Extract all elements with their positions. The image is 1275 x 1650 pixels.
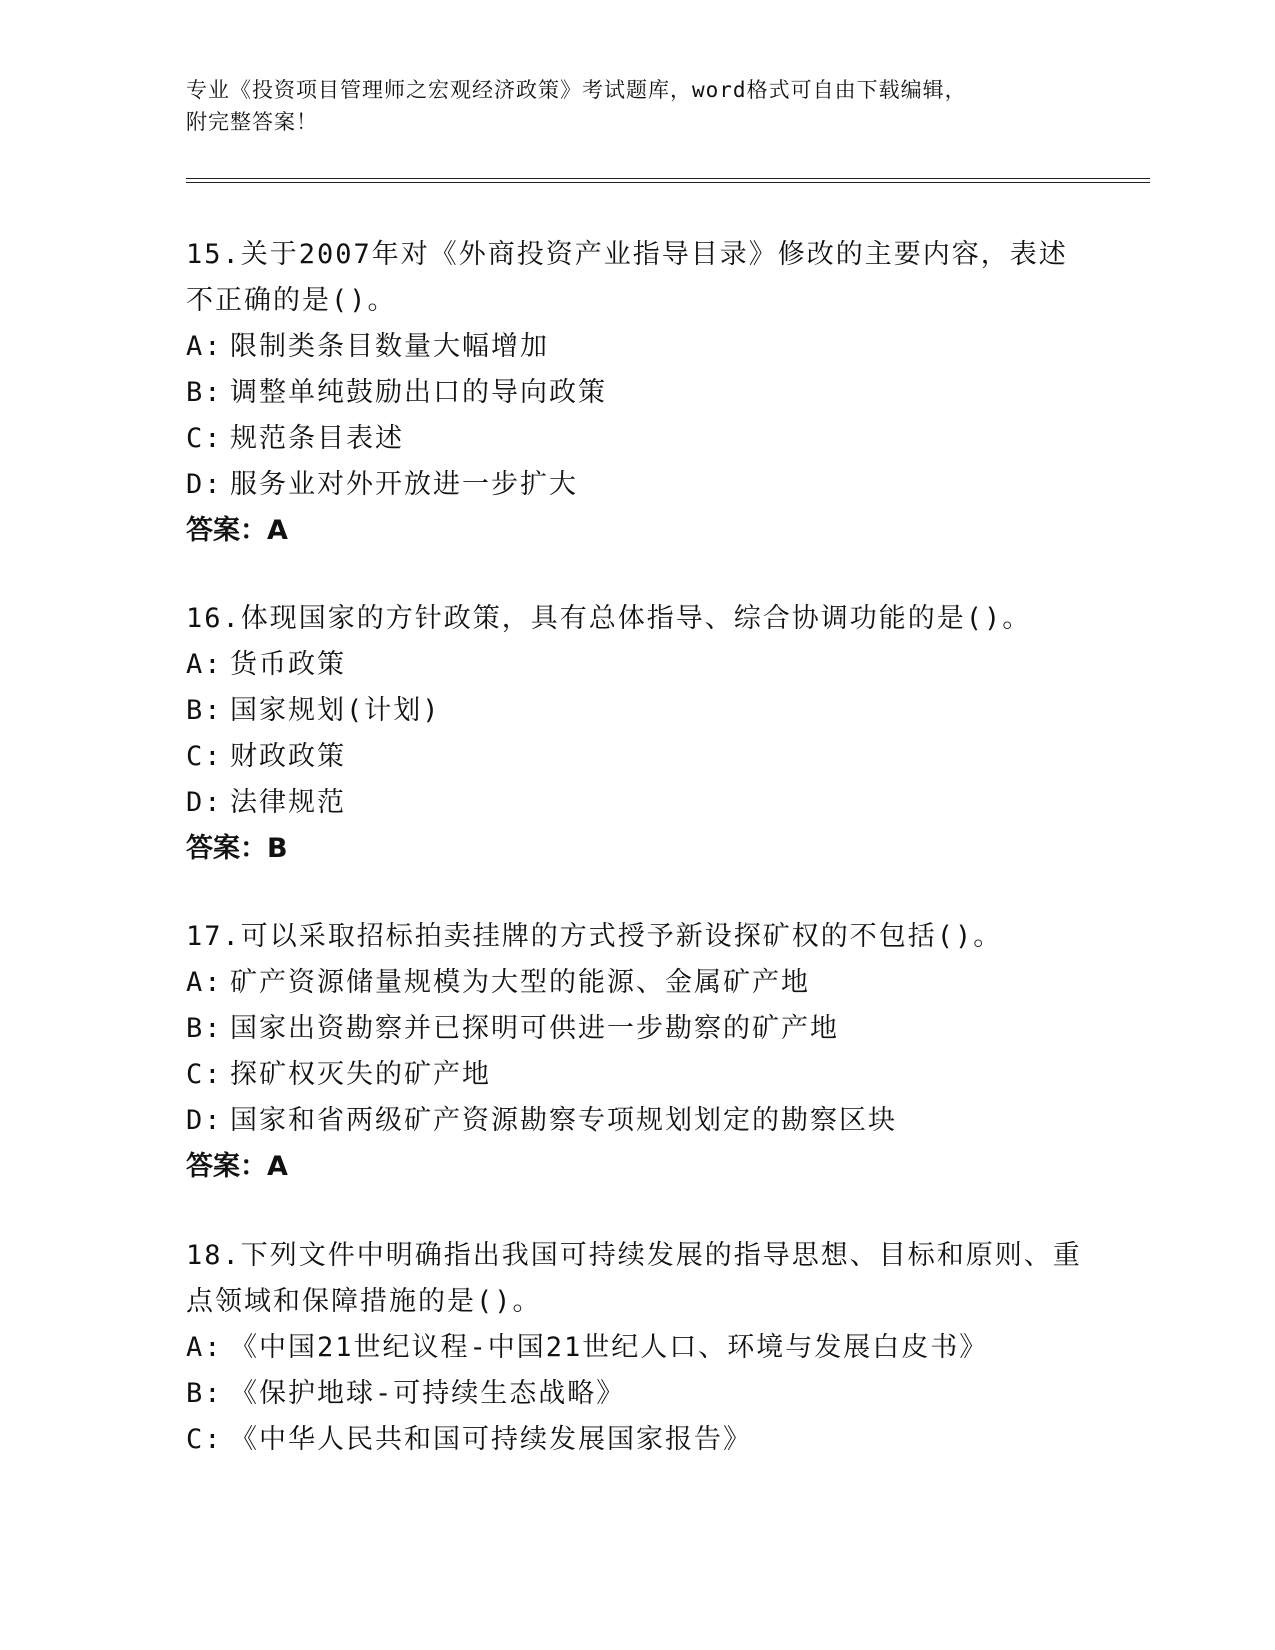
option-text: 调整单纯鼓励出口的导向政策 bbox=[230, 377, 607, 408]
option-d bbox=[186, 462, 1086, 508]
option-c bbox=[186, 416, 1086, 462]
option-c bbox=[186, 734, 1086, 780]
option-text: 《中国21世纪议程-中国21世纪人口、环境与发展白皮书》 bbox=[230, 1332, 989, 1363]
option-text: 财政政策 bbox=[230, 741, 346, 772]
option-text: 服务业对外开放进一步扩大 bbox=[230, 469, 578, 500]
option-c bbox=[186, 1052, 1086, 1098]
answer-label: 答案：A bbox=[186, 515, 288, 546]
option-b bbox=[186, 688, 1086, 734]
question-stem bbox=[186, 914, 1086, 960]
option-text: 限制类条目数量大幅增加 bbox=[230, 331, 549, 362]
option-text: 货币政策 bbox=[230, 649, 346, 680]
option-letter: D: bbox=[186, 469, 223, 500]
answer-label: 答案：B bbox=[186, 833, 288, 864]
question-15 bbox=[186, 232, 1086, 554]
option-text: 规范条目表述 bbox=[230, 423, 404, 454]
option-letter: C: bbox=[186, 423, 223, 454]
question-stem bbox=[186, 596, 1086, 642]
option-letter: B: bbox=[186, 377, 223, 408]
option-a bbox=[186, 324, 1086, 370]
option-letter: C: bbox=[186, 1424, 223, 1455]
option-a bbox=[186, 1325, 1086, 1371]
option-d bbox=[186, 780, 1086, 826]
option-c bbox=[186, 1417, 1086, 1463]
option-text: 国家出资勘察并已探明可供进一步勘察的矿产地 bbox=[230, 1013, 839, 1044]
question-stem bbox=[186, 232, 1086, 324]
option-b bbox=[186, 1371, 1086, 1417]
option-text: 《中华人民共和国可持续发展国家报告》 bbox=[230, 1424, 752, 1455]
header-line-2: 附完整答案！ bbox=[186, 110, 318, 134]
option-text: 探矿权灭失的矿产地 bbox=[230, 1059, 491, 1090]
option-b bbox=[186, 370, 1086, 416]
option-text: 国家规划(计划) bbox=[230, 695, 441, 726]
question-stem-line-1: 18.下列文件中明确指出我国可持续发展的指导思想、目标和原则、重 bbox=[186, 1240, 1082, 1271]
option-text: 法律规范 bbox=[230, 787, 346, 818]
option-letter: C: bbox=[186, 741, 223, 772]
option-text: 《保护地球-可持续生态战略》 bbox=[230, 1378, 626, 1409]
option-letter: A: bbox=[186, 967, 223, 998]
document-header bbox=[186, 74, 1086, 138]
question-stem-line-2: 点领域和保障措施的是()。 bbox=[186, 1286, 542, 1317]
option-letter: D: bbox=[186, 1105, 223, 1136]
option-b bbox=[186, 1006, 1086, 1052]
question-stem-line-1: 16.体现国家的方针政策，具有总体指导、综合协调功能的是()。 bbox=[186, 603, 1032, 634]
option-letter: B: bbox=[186, 1013, 223, 1044]
question-stem-line-1: 15.关于2007年对《外商投资产业指导目录》修改的主要内容，表述 bbox=[186, 239, 1068, 270]
question-18 bbox=[186, 1233, 1086, 1463]
option-d bbox=[186, 1098, 1086, 1144]
option-letter: B: bbox=[186, 1378, 223, 1409]
question-stem-line-1: 17.可以采取招标拍卖挂牌的方式授予新设探矿权的不包括()。 bbox=[186, 921, 1003, 952]
answer-label: 答案：A bbox=[186, 1151, 288, 1182]
option-letter: C: bbox=[186, 1059, 223, 1090]
header-divider-bottom bbox=[186, 182, 1150, 183]
header-divider-top bbox=[186, 178, 1150, 179]
question-17 bbox=[186, 914, 1086, 1190]
option-a bbox=[186, 960, 1086, 1006]
question-stem-line-2: 不正确的是()。 bbox=[186, 285, 397, 316]
option-letter: D: bbox=[186, 787, 223, 818]
option-letter: B: bbox=[186, 695, 223, 726]
option-letter: A: bbox=[186, 649, 223, 680]
option-letter: A: bbox=[186, 1332, 223, 1363]
option-letter: A: bbox=[186, 331, 223, 362]
option-a bbox=[186, 642, 1086, 688]
option-text: 国家和省两级矿产资源勘察专项规划划定的勘察区块 bbox=[230, 1105, 897, 1136]
question-16 bbox=[186, 596, 1086, 872]
question-stem bbox=[186, 1233, 1086, 1325]
option-text: 矿产资源储量规模为大型的能源、金属矿产地 bbox=[230, 967, 810, 998]
header-line-1: 专业《投资项目管理师之宏观经济政策》考试题库，word格式可自由下载编辑， bbox=[186, 78, 967, 102]
